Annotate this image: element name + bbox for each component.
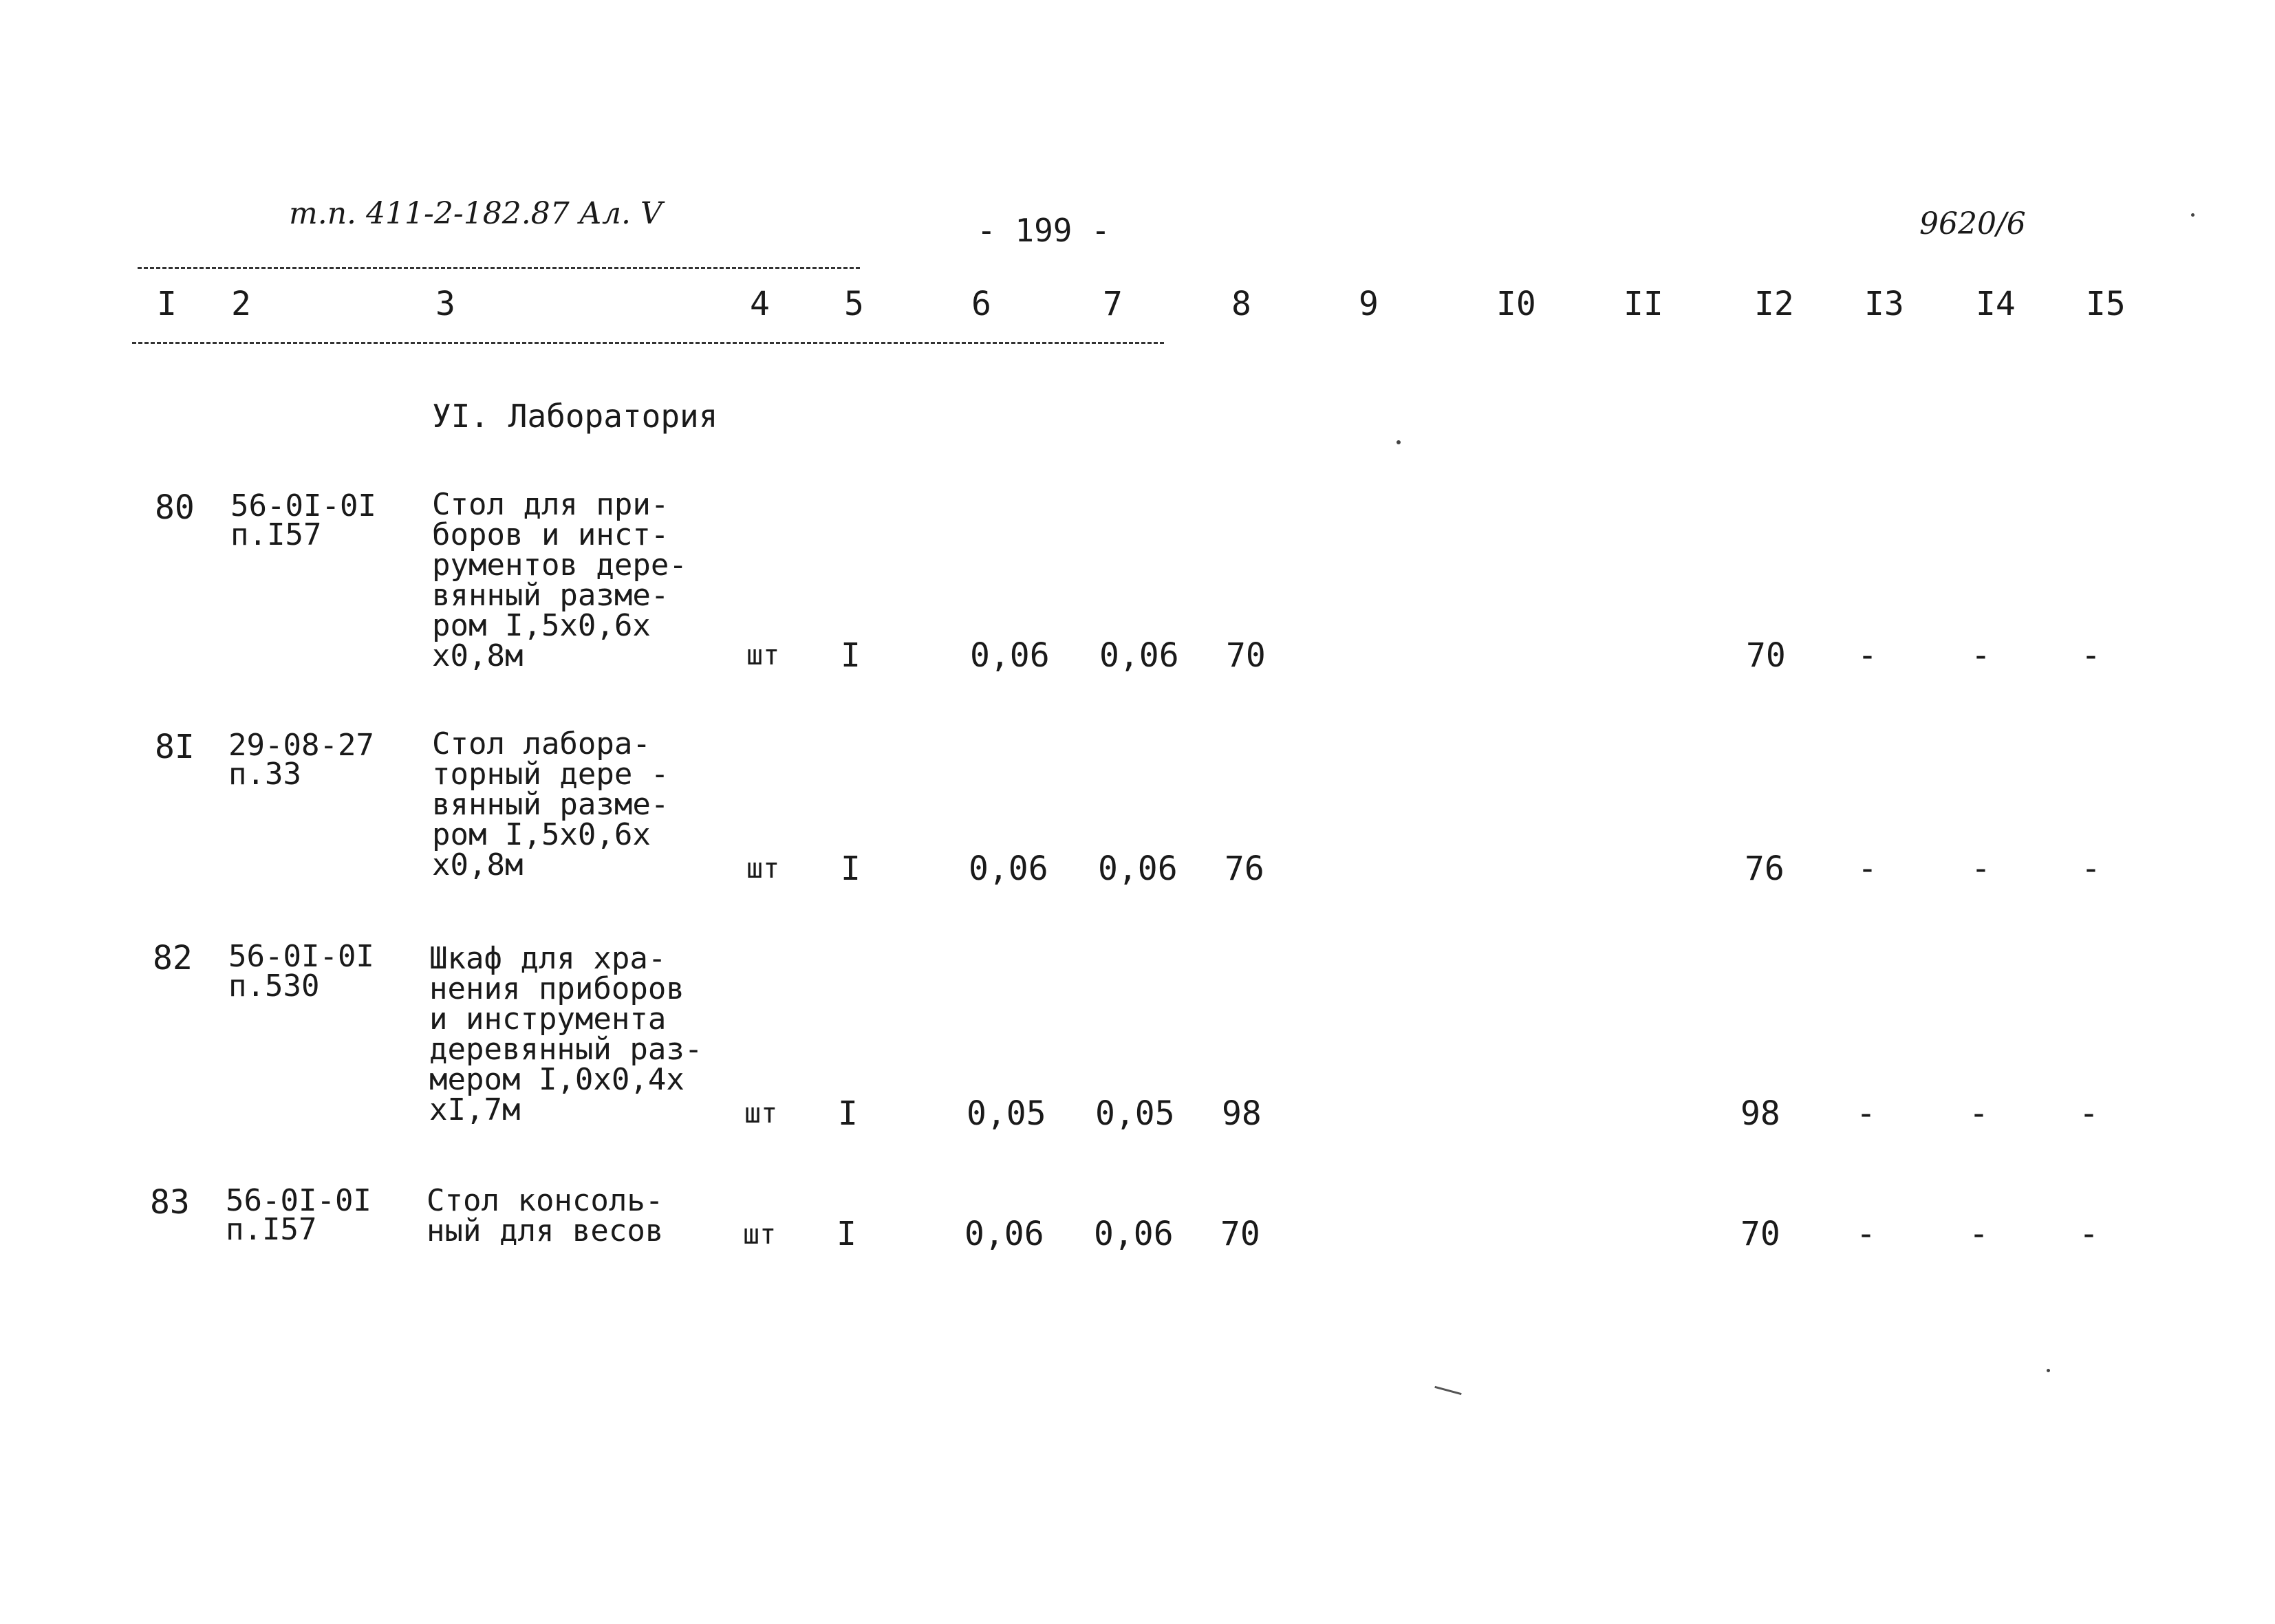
unit: шт — [743, 1219, 777, 1251]
price-code: 56-0I-0I — [230, 488, 376, 523]
column-number-10: I0 — [1496, 285, 1536, 323]
item-description: Стол консоль- ный для весов — [427, 1183, 664, 1248]
value-col-15: - — [2081, 636, 2101, 675]
column-number-1: I — [157, 285, 177, 323]
scan-speck — [1397, 440, 1401, 444]
item-description: Шкаф для хра- нения приборов и инструмента деревянный раз- мером I,0х0,4х хI,7м — [429, 941, 703, 1127]
value-col-13: - — [1857, 849, 1877, 888]
value-col-7: 0,06 — [1094, 1215, 1174, 1253]
value-col-12: 76 — [1745, 849, 1785, 888]
scan-speck — [2191, 213, 2195, 217]
column-number-5: 5 — [844, 285, 864, 323]
price-item: п.I57 — [230, 517, 322, 552]
value-col-14: - — [1969, 1215, 1989, 1253]
value-col-13: - — [1856, 1215, 1876, 1253]
value-col-8: 70 — [1226, 636, 1266, 675]
value-col-6: 0,05 — [967, 1094, 1046, 1133]
value-col-6: 0,06 — [970, 636, 1050, 675]
column-number-4: 4 — [750, 285, 770, 323]
value-col-8: 98 — [1222, 1094, 1262, 1133]
row-number: 8I — [155, 728, 195, 766]
unit: шт — [744, 1098, 778, 1129]
value-col-15: - — [2079, 1094, 2099, 1133]
item-description: Стол для при- боров и инст- рументов дере- вянный разме- ром I,5х0,6х х0,8м — [432, 487, 687, 673]
value-col-13: - — [1856, 1094, 1876, 1133]
quantity: I — [841, 849, 861, 888]
quantity: I — [838, 1094, 858, 1133]
column-number-6: 6 — [971, 285, 991, 323]
column-number-13: I3 — [1864, 285, 1904, 323]
price-item: п.530 — [228, 968, 320, 1004]
price-code: 56-0I-0I — [226, 1183, 371, 1218]
value-col-7: 0,06 — [1099, 636, 1179, 675]
value-col-6: 0,06 — [969, 849, 1048, 888]
value-col-12: 70 — [1746, 636, 1786, 675]
value-col-13: - — [1857, 636, 1877, 675]
value-col-14: - — [1971, 849, 1991, 888]
price-item: п.33 — [228, 757, 301, 792]
page-number: - 199 - — [977, 212, 1110, 249]
column-number-14: I4 — [1976, 285, 2016, 323]
value-col-8: 76 — [1225, 849, 1264, 888]
column-number-11: II — [1624, 285, 1663, 323]
column-number-8: 8 — [1231, 285, 1251, 323]
value-col-7: 0,06 — [1098, 849, 1178, 888]
quantity: I — [837, 1215, 856, 1253]
document-reference: т.п. 411-2-182.87 Ал. V — [289, 196, 662, 231]
section-title: УI. Лаборатория — [432, 398, 718, 435]
value-col-15: - — [2081, 849, 2101, 888]
quantity: I — [841, 636, 861, 675]
value-col-6: 0,06 — [964, 1215, 1044, 1253]
value-col-15: - — [2079, 1215, 2099, 1253]
value-col-14: - — [1969, 1094, 1989, 1133]
value-col-14: - — [1971, 636, 1991, 675]
column-number-9: 9 — [1359, 285, 1379, 323]
item-description: Стол лабора- торный дере - вянный разме- ром I,5х0,6х х0,8м — [432, 726, 669, 883]
column-number-3: 3 — [435, 285, 455, 323]
row-number: 82 — [153, 939, 193, 977]
header-top-rule — [138, 267, 860, 269]
scan-mark — [1434, 1386, 1461, 1395]
header-bottom-rule — [132, 342, 1164, 344]
value-col-12: 98 — [1740, 1094, 1780, 1133]
value-col-7: 0,05 — [1095, 1094, 1175, 1133]
inventory-number: 9620/6 — [1919, 206, 2026, 241]
scan-speck — [2047, 1369, 2050, 1372]
price-code: 29-08-27 — [228, 728, 374, 763]
price-code: 56-0I-0I — [228, 939, 374, 974]
row-number: 80 — [155, 488, 195, 527]
price-item: п.I57 — [226, 1212, 317, 1247]
column-number-7: 7 — [1103, 285, 1123, 323]
unit: шт — [746, 640, 780, 671]
column-number-2: 2 — [231, 285, 251, 323]
value-col-8: 70 — [1220, 1215, 1260, 1253]
unit: шт — [746, 853, 780, 885]
column-number-12: I2 — [1754, 285, 1794, 323]
row-number: 83 — [150, 1183, 190, 1222]
value-col-12: 70 — [1740, 1215, 1780, 1253]
column-number-15: I5 — [2086, 285, 2126, 323]
